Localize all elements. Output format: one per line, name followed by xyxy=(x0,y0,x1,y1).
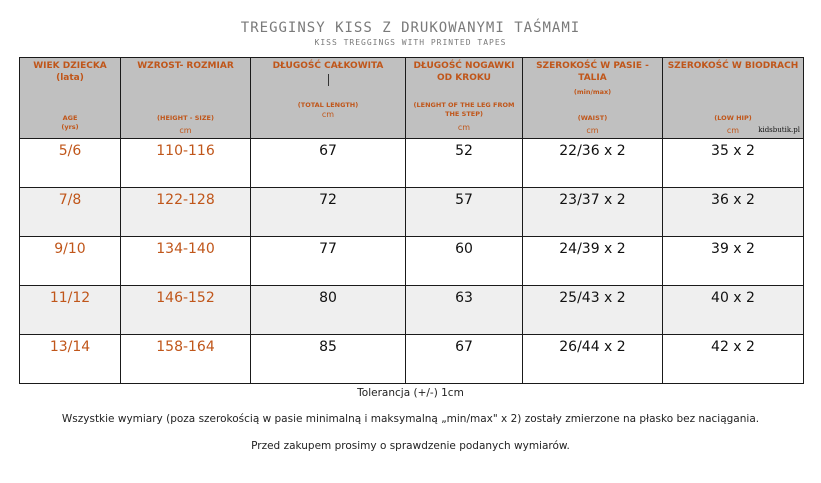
column-title-minmax: (min/max) xyxy=(573,88,612,96)
column-subtitle: (WAIST) xyxy=(577,114,608,122)
page-title: TREGGINSY KISS Z DRUKOWANYMI TAŚMAMI xyxy=(240,20,581,36)
column-subtitle: AGE (yrs) xyxy=(61,114,79,131)
column-title: SZEROKOŚĆ W BIODRACH xyxy=(667,61,799,71)
column-unit: cm xyxy=(179,126,192,135)
cell-age: 9/10 xyxy=(20,237,121,286)
cell-leg-length: 57 xyxy=(406,188,523,237)
cell-total-length: 77 xyxy=(251,237,406,286)
column-subtitle: (LENGHT OF THE LEG FROM THE STEP) xyxy=(413,101,515,118)
cell-leg-length: 60 xyxy=(406,237,523,286)
column-title: DŁUGOŚĆ CAŁKOWITA xyxy=(272,61,384,71)
column-title: WZROST- ROZMIAR xyxy=(137,61,234,71)
column-header-age xyxy=(20,58,121,139)
cell-hip: 39 x 2 xyxy=(663,237,804,286)
text-cursor xyxy=(328,74,329,86)
cell-leg-length: 67 xyxy=(406,335,523,384)
column-header-height xyxy=(121,58,251,139)
cell-height: 134-140 xyxy=(121,237,251,286)
cell-hip: 40 x 2 xyxy=(663,286,804,335)
cell-leg-length: 63 xyxy=(406,286,523,335)
watermark: kidsbutik.pl xyxy=(758,126,800,134)
table-row xyxy=(20,139,804,188)
table-row xyxy=(20,335,804,384)
column-unit: cm xyxy=(726,126,740,135)
cell-hip: 35 x 2 xyxy=(663,139,804,188)
header-row xyxy=(20,58,804,139)
cell-waist: 23/37 x 2 xyxy=(523,188,663,237)
cell-height: 110-116 xyxy=(121,139,251,188)
column-subtitle: (LOW HIP) xyxy=(714,114,752,122)
cell-total-length: 72 xyxy=(251,188,406,237)
cell-age: 13/14 xyxy=(20,335,121,384)
column-header-total-length xyxy=(251,58,406,139)
column-title: WIEK DZIECKA (lata) xyxy=(33,61,107,83)
page-subtitle: KISS TREGGINGS WITH PRINTED TAPES xyxy=(314,38,507,47)
column-unit: cm xyxy=(457,123,471,132)
column-subtitle: (TOTAL LENGTH) xyxy=(297,101,359,109)
column-title: DŁUGOŚĆ NOGAWKI OD KROKU xyxy=(413,61,515,83)
table-row xyxy=(20,188,804,237)
cell-waist: 24/39 x 2 xyxy=(523,237,663,286)
table-row xyxy=(20,286,804,335)
column-title: SZEROKOŚĆ W PASIE - TALIA xyxy=(536,61,649,83)
column-unit: cm xyxy=(586,126,599,135)
tolerance-note: Tolerancja (+/-) 1cm xyxy=(357,387,464,399)
table-row xyxy=(20,237,804,286)
column-header-leg-length xyxy=(406,58,523,139)
cell-waist: 22/36 x 2 xyxy=(523,139,663,188)
column-subtitle: (HEIGHT - SIZE) xyxy=(157,114,214,122)
column-unit: cm xyxy=(321,110,335,119)
column-header-hip xyxy=(663,58,804,139)
cell-age: 5/6 xyxy=(20,139,121,188)
cell-age: 7/8 xyxy=(20,188,121,237)
cell-leg-length: 52 xyxy=(406,139,523,188)
cell-total-length: 67 xyxy=(251,139,406,188)
size-table xyxy=(19,57,804,384)
cell-hip: 42 x 2 xyxy=(663,335,804,384)
column-header-waist xyxy=(523,58,663,139)
cell-height: 122-128 xyxy=(121,188,251,237)
cell-age: 11/12 xyxy=(20,286,121,335)
cell-total-length: 85 xyxy=(251,335,406,384)
measurement-note: Wszystkie wymiary (poza szerokością w pasie minimalną i maksymalną „min/max" x 2) zostały zmierzone na płasko bez naciągania. xyxy=(61,413,760,425)
cell-height: 146-152 xyxy=(121,286,251,335)
cell-hip: 36 x 2 xyxy=(663,188,804,237)
cell-waist: 26/44 x 2 xyxy=(523,335,663,384)
cell-height: 158-164 xyxy=(121,335,251,384)
check-note: Przed zakupem prosimy o sprawdzenie podanych wymiarów. xyxy=(251,440,570,452)
cell-total-length: 80 xyxy=(251,286,406,335)
cell-waist: 25/43 x 2 xyxy=(523,286,663,335)
